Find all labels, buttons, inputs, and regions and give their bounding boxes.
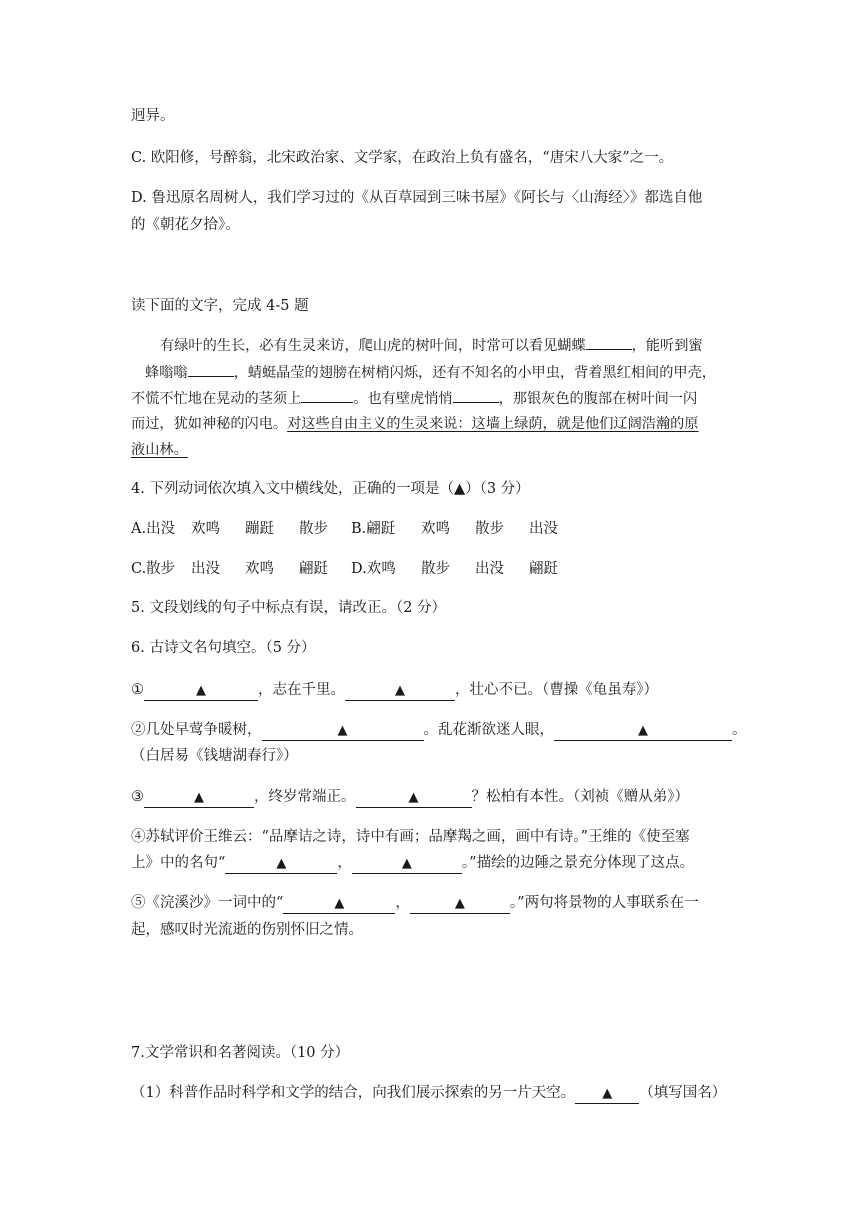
passage-blank-1	[586, 334, 632, 350]
q6-item-4-line1: ④苏轼评价王维云：“品摩诘之诗，诗中有画；品摩羯之画，画中有诗。”王维的《使至塞	[131, 829, 690, 845]
passage-line-3: 不慌不忙地在晃动的茎须上 。也有壁虎悄悄 ，那银灰色的腹部在树叶间一闪	[131, 387, 697, 409]
q6-item-2: ②几处早莺争暖树， ▲ 。乱花渐欲迷人眼， ▲ 。	[131, 720, 747, 741]
underlined-sentence: 对这些自由主义的生灵来说：这墙上绿荫，就是他们辽阔浩瀚的原	[287, 416, 699, 432]
answer-blank: ▲	[554, 721, 732, 741]
passage-line-4: 而过，犹如神秘的闪电。对这些自由主义的生灵来说：这墙上绿荫，就是他们辽阔浩瀚的原	[131, 416, 699, 432]
answer-blank: ▲	[262, 721, 424, 741]
q6-item-2-source: （白居易《钱塘湖春行》）	[131, 748, 298, 764]
passage-line-5	[131, 440, 188, 460]
q4-options-ab: A.出没 欢鸣 蹦跹 散步 B.翩跹 欢鸣 散步 出没	[131, 521, 558, 537]
q6-item-4-line2: 上》中的名句“ ▲ ， ▲ 。”描绘的边陲之景充分体现了这点。	[131, 853, 694, 874]
underlined-sentence-end: 液山林。	[131, 442, 188, 458]
answer-blank: ▲	[144, 681, 258, 701]
answer-blank: ▲	[352, 854, 462, 874]
passage-blank-2	[188, 361, 234, 377]
passage-blank-4	[453, 387, 499, 403]
passage-line-2: 蜂嗡嗡 ，蜻蜓晶莹的翅膀在树梢闪烁，还有不知名的小甲虫，背着黑红相间的甲壳，	[145, 361, 716, 383]
answer-blank: ▲	[345, 681, 455, 701]
q3-tail-text: 迥异。	[131, 108, 175, 124]
q6-item-5-line2: 起，感叹时光流逝的伤别怀旧之情。	[131, 922, 363, 938]
q6-item-3: ③ ▲ ，终岁常端正。 ▲ ？松柏有本性。（刘祯《赠从弟》）	[131, 787, 689, 808]
answer-blank: ▲	[356, 788, 472, 808]
passage-line-1: 有绿叶的生长，必有生灵来访，爬山虎的树叶间，时常可以看见蝴蝶 ，能听到蜜	[160, 334, 703, 356]
reading-intro: 读下面的文字，完成 4-5 题	[131, 298, 309, 314]
q3-option-d-line2: 的《朝花夕拾》。	[131, 217, 240, 233]
answer-blank: ▲	[225, 854, 337, 874]
q3-option-c: C. 欧阳修，号醉翁，北宋政治家、文学家，在政治上负有盛名，“唐宋八大家”之一。	[131, 150, 674, 166]
q4-stem: 4. 下列动词依次填入文中横线处，正确的一项是（▲）（3 分）	[131, 481, 530, 497]
q6-item-1: ① ▲ ，志在千里。 ▲ ，壮心不已。（曹操《龟虽寿》）	[131, 680, 658, 701]
q4-options-cd: C.散步 出没 欢鸣 翩跹 D.欢鸣 散步 出没 翩跹	[131, 561, 558, 577]
q7-sub-1: （1）科普作品时科学和文学的结合，向我们展示探索的另一片天空。 ▲ （填写国名）	[131, 1083, 726, 1104]
answer-blank: ▲	[144, 788, 254, 808]
passage-blank-3	[301, 387, 353, 403]
q6-item-5-line1: ⑤《浣溪沙》一词中的“ ▲ ， ▲ 。”两句将景物的人事联系在一	[131, 893, 699, 914]
answer-blank: ▲	[283, 894, 395, 914]
q7-stem: 7.文学常识和名著阅读。（10 分）	[131, 1045, 350, 1061]
q6-stem: 6. 古诗文名句填空。（5 分）	[131, 640, 316, 656]
answer-blank: ▲	[410, 894, 510, 914]
q5-stem: 5. 文段划线的句子中标点有误，请改正。（2 分）	[131, 600, 447, 616]
q3-option-d-line1: D. 鲁迅原名周树人，我们学习过的《从百草园到三味书屋》《阿长与〈山海经〉》都选自他	[131, 190, 703, 206]
answer-blank: ▲	[575, 1084, 639, 1104]
